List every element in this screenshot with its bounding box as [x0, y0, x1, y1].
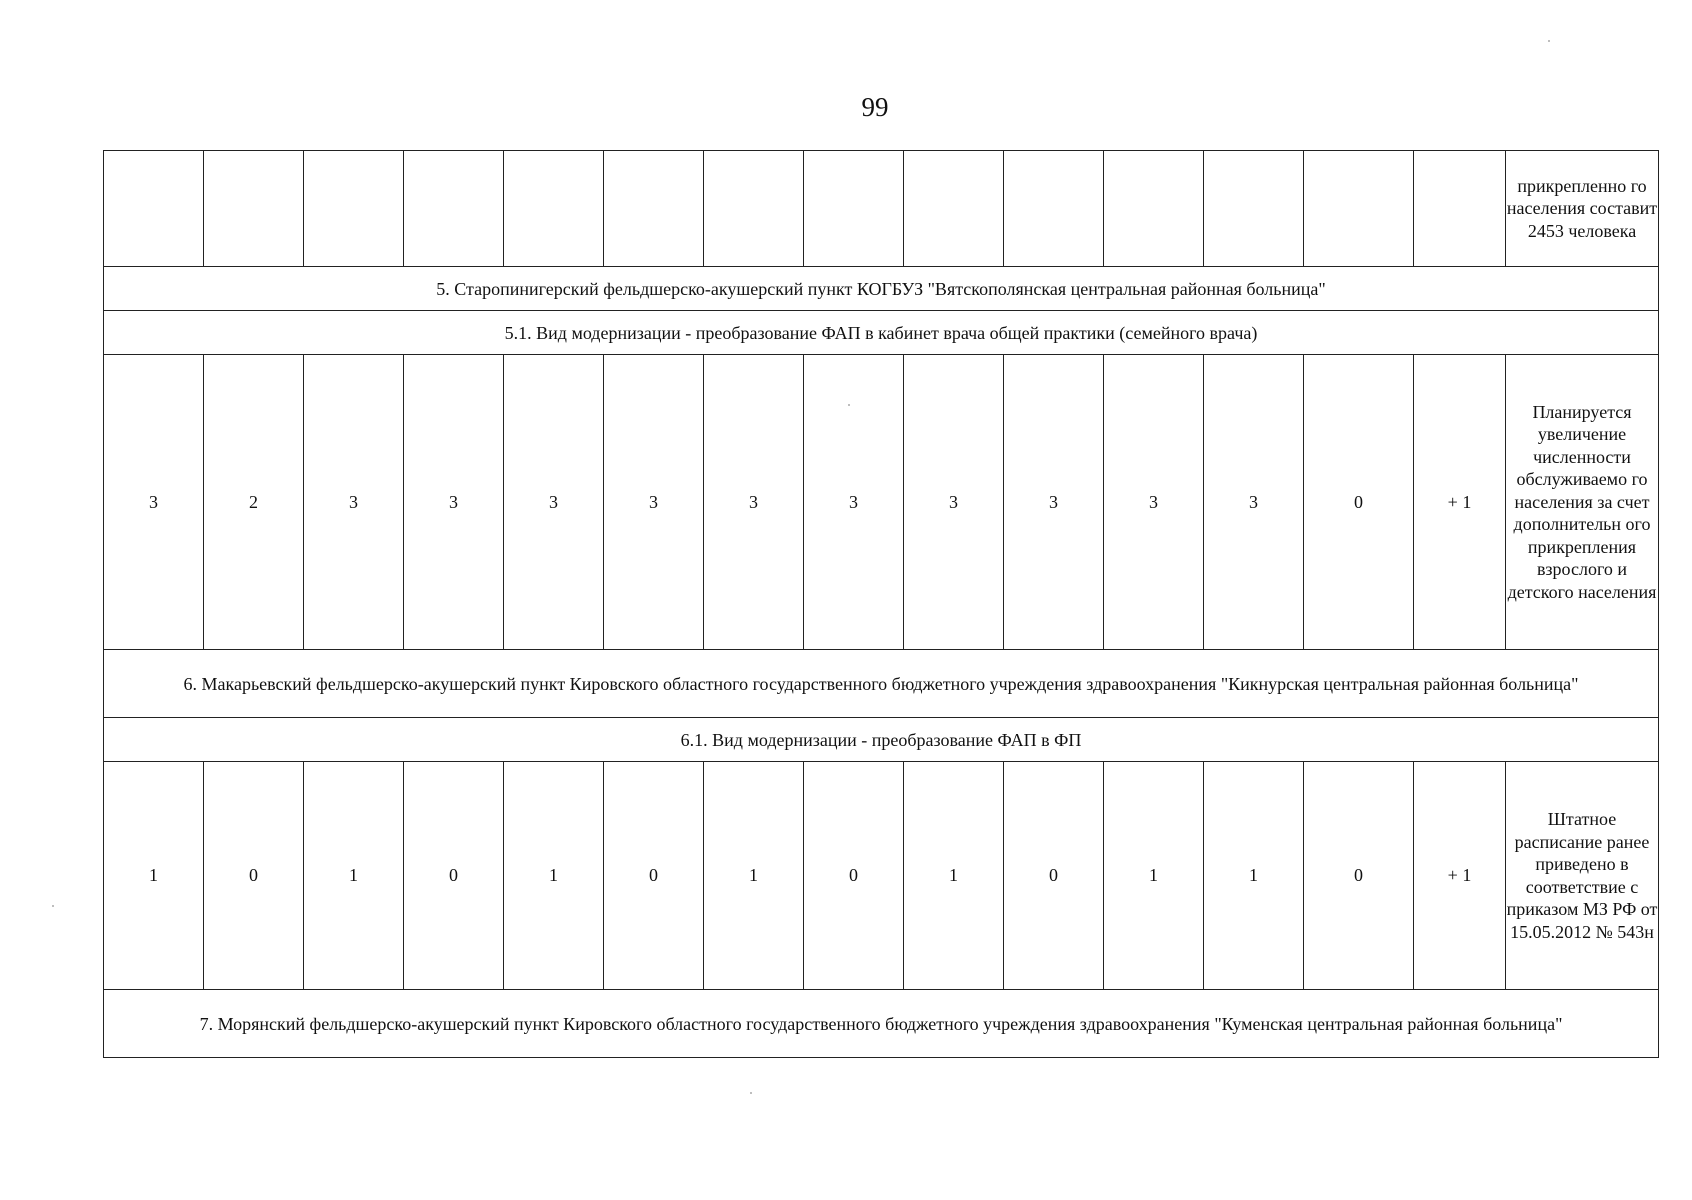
empty-cell: [504, 151, 604, 267]
scan-speck: [848, 404, 850, 406]
section-title: 5. Старопинигерский фельдшерско-акушерский пункт КОГБУЗ "Вятскополянская центральная районная больница": [104, 267, 1659, 311]
value-cell: + 1: [1414, 762, 1506, 990]
empty-cell: [1414, 151, 1506, 267]
value-cell: 3: [1004, 355, 1104, 650]
note-cell: прикрепленно го населения составит 2453 человека: [1506, 151, 1659, 267]
section-subtitle: 5.1. Вид модернизации - преобразование ФАП в кабинет врача общей практики (семейного врача): [104, 311, 1659, 355]
empty-cell: [1304, 151, 1414, 267]
section-subtitle-row: [104, 311, 1659, 355]
scan-speck: [1548, 40, 1550, 42]
data-row: [104, 355, 1659, 650]
value-cell: 1: [1104, 762, 1204, 990]
value-cell: 1: [704, 762, 804, 990]
value-cell: 3: [404, 355, 504, 650]
empty-cell: [304, 151, 404, 267]
value-cell: 0: [604, 762, 704, 990]
continuation-row: [104, 151, 1659, 267]
empty-cell: [1204, 151, 1304, 267]
empty-cell: [604, 151, 704, 267]
empty-cell: [804, 151, 904, 267]
value-cell: 1: [104, 762, 204, 990]
value-cell: 1: [1204, 762, 1304, 990]
value-cell: 3: [504, 355, 604, 650]
value-cell: 3: [304, 355, 404, 650]
value-cell: 3: [104, 355, 204, 650]
empty-cell: [204, 151, 304, 267]
value-cell: 0: [404, 762, 504, 990]
value-cell: 0: [1004, 762, 1104, 990]
scan-speck: [52, 905, 54, 907]
value-cell: 2: [204, 355, 304, 650]
value-cell: 0: [204, 762, 304, 990]
value-cell: 3: [1104, 355, 1204, 650]
empty-cell: [704, 151, 804, 267]
section-title: 7. Морянский фельдшерско-акушерский пункт Кировского областного государственного бюджетного учреждения здравоохранения "Куменская центральная районная больница": [104, 990, 1659, 1058]
page-number: 99: [861, 92, 889, 122]
value-cell: 0: [1304, 762, 1414, 990]
section-subtitle: 6.1. Вид модернизации - преобразование ФАП в ФП: [104, 718, 1659, 762]
value-cell: 1: [904, 762, 1004, 990]
value-cell: + 1: [1414, 355, 1506, 650]
value-cell: 3: [804, 355, 904, 650]
modernization-table: [103, 150, 1659, 1058]
section-title-row: [104, 267, 1659, 311]
empty-cell: [904, 151, 1004, 267]
section-title-row: [104, 990, 1659, 1058]
empty-cell: [1104, 151, 1204, 267]
empty-cell: [104, 151, 204, 267]
value-cell: 1: [504, 762, 604, 990]
value-cell: 3: [1204, 355, 1304, 650]
note-cell: Штатное расписание ранее приведено в соответствие с приказом МЗ РФ от 15.05.2012 № 543н: [1506, 762, 1659, 990]
empty-cell: [1004, 151, 1104, 267]
value-cell: 0: [1304, 355, 1414, 650]
value-cell: 3: [604, 355, 704, 650]
scan-speck: [750, 1092, 752, 1094]
empty-cell: [404, 151, 504, 267]
value-cell: 3: [904, 355, 1004, 650]
data-row: [104, 762, 1659, 990]
note-cell: Планируется увеличение численности обслуживаемо го населения за счет дополнительн ого прикрепления взрослого и детского населения: [1506, 355, 1659, 650]
value-cell: 1: [304, 762, 404, 990]
section-title-row: [104, 650, 1659, 718]
section-title: 6. Макарьевский фельдшерско-акушерский пункт Кировского областного государственного бюджетного учреждения здравоохранения "Кикнурская центральная районная больница": [104, 650, 1659, 718]
section-subtitle-row: [104, 718, 1659, 762]
value-cell: 3: [704, 355, 804, 650]
value-cell: 0: [804, 762, 904, 990]
